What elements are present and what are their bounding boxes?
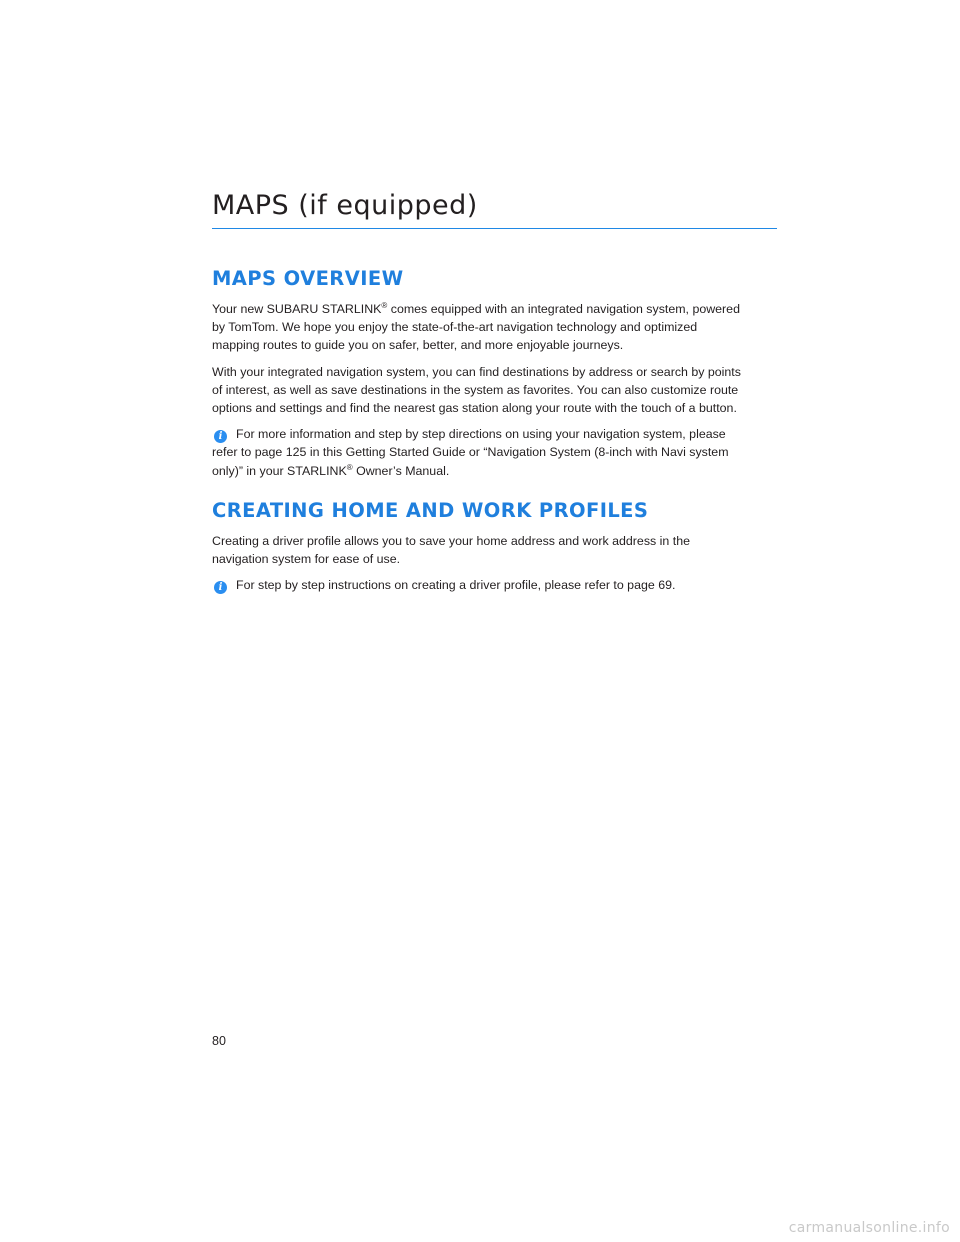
page-title: MAPS (if equipped) (212, 190, 478, 221)
overview-paragraph-2: With your integrated navigation system, you can find destinations by address or search by points of interest, as well as save destinations in the system as favorites. You can also customize route options and settings and find the nearest gas station along your route with the touch of a button. (212, 364, 741, 416)
overview-info-note (212, 425, 742, 480)
overview-p1-text-end: comes equipped with an integrated navigation system, powered by TomTom. We hope you enjoy the state-of-the-art navigation technology and optimized mapping routes to guide you on safer, better, and more enjoyable journeys. (212, 302, 740, 353)
profiles-paragraph-1: Creating a driver profile allows you to save your home address and work address in the navigation system for ease of use. (212, 533, 690, 567)
info-icon: i (214, 581, 227, 594)
overview-p1-text-start: Your new SUBARU STARLINK (212, 302, 382, 316)
registered-mark: ® (381, 300, 388, 310)
overview-note-text-start: For more information and step by step directions on using your navigation system, please refer to page 125 in this Getting Started Guide or “Navigation System (8-inch with Navi system only)” in your STARLINK (212, 427, 729, 478)
page-header (212, 186, 777, 229)
overview-paragraph-1 (212, 300, 742, 355)
header-divider (212, 228, 777, 229)
page-number: 80 (212, 1034, 226, 1048)
page-content (212, 266, 742, 602)
info-icon: i (214, 430, 227, 443)
watermark-logo: carmanualsonline.info (788, 1220, 950, 1236)
profiles-info-note (212, 576, 742, 594)
section-heading-home-work-profiles: CREATING HOME AND WORK PROFILES (212, 498, 649, 522)
overview-note-text-end: Owner’s Manual. (352, 463, 450, 478)
profiles-note-text: For step by step instructions on creating a driver profile, please refer to page 69. (236, 578, 676, 593)
section-heading-maps-overview: MAPS OVERVIEW (212, 267, 404, 290)
registered-mark: ® (346, 462, 353, 472)
